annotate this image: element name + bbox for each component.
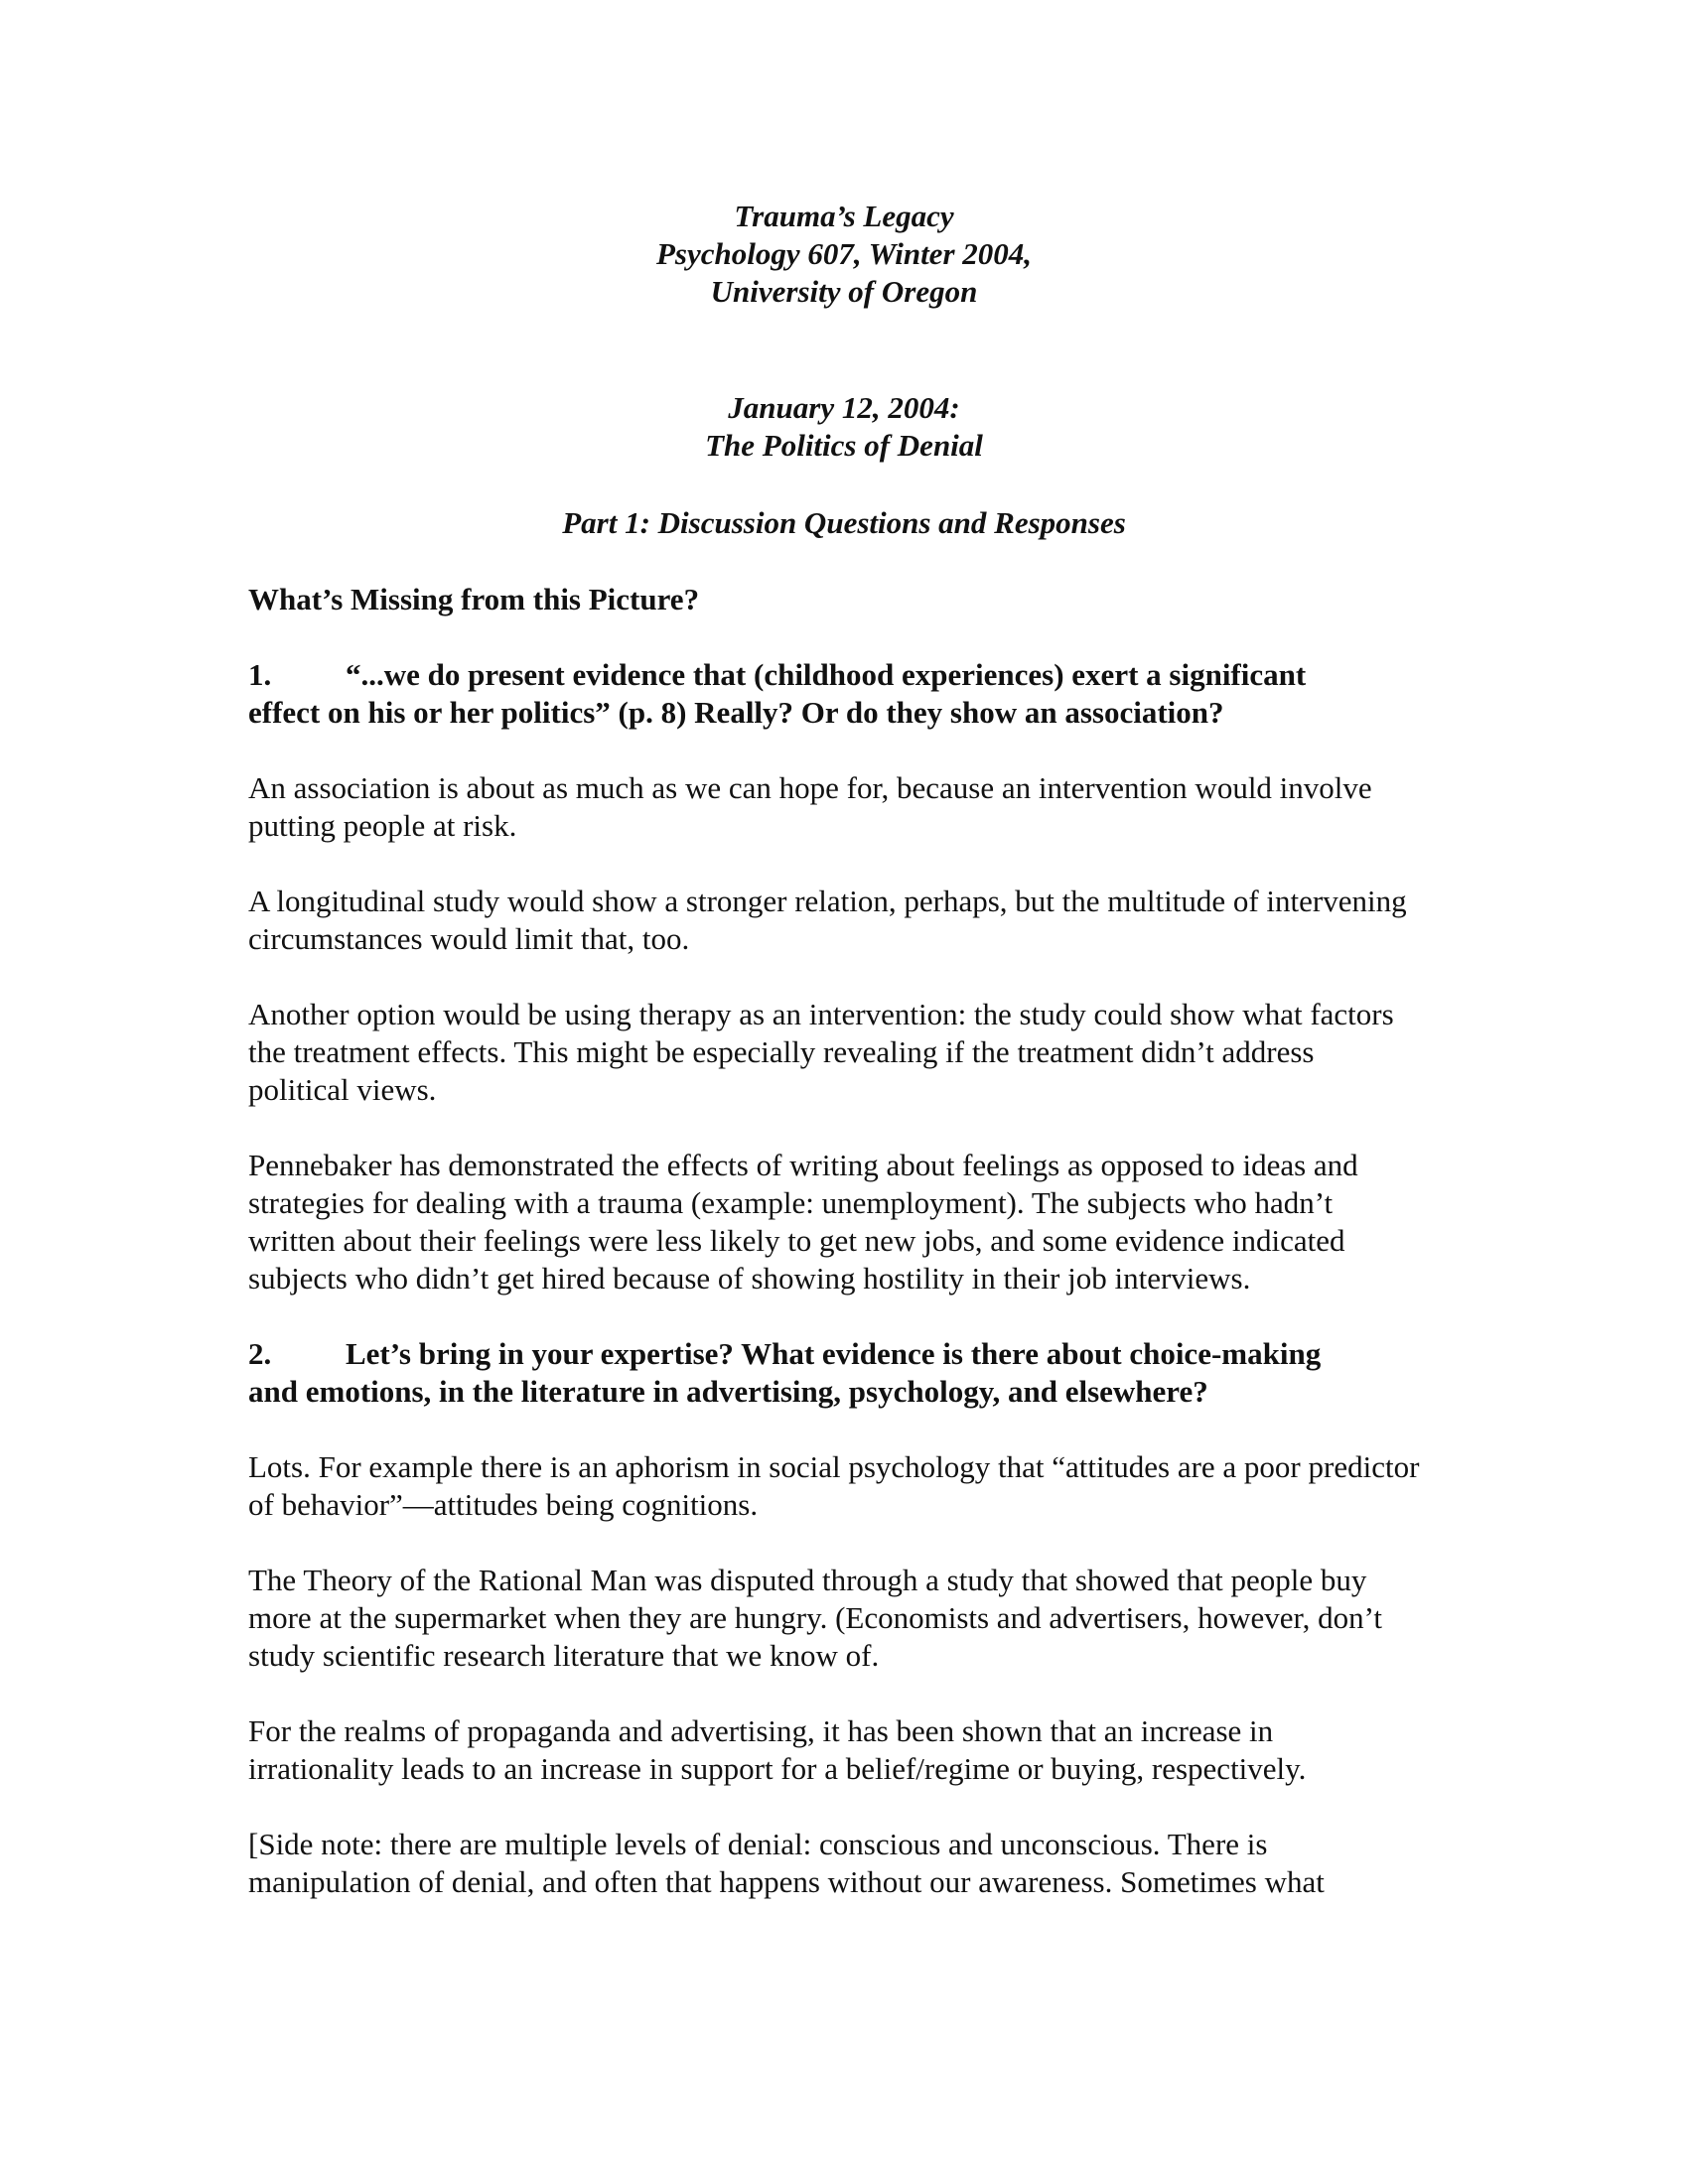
course-header [0,198,1688,311]
question-1 [248,656,1420,732]
document-body [248,581,1420,1901]
question-2-text-line-1: Let’s bring in your expertise? What evidence is there about choice-making [346,1336,1322,1371]
question-1-line-1 [248,656,1420,694]
response-paragraph: Another option would be using therapy as an intervention: the study could show what factors the treatment effects. This might be especially revealing if the treatment didn’t address political views. [248,997,1394,1107]
response-paragraph: Lots. For example there is an aphorism in social psychology that “attitudes are a poor predictor of behavior”—attitudes being cognitions. [248,1449,1420,1522]
institution-name: University of Oregon [710,274,978,309]
question-2-text-line-2: and emotions, in the literature in advertising, psychology, and elsewhere? [248,1374,1208,1409]
course-title: Trauma’s Legacy [734,199,954,233]
question-2 [248,1335,1420,1411]
question-1-text-line-1: “...we do present evidence that (childhood experiences) exert a significant [346,657,1307,692]
question-1-text-line-2: effect on his or her politics” (p. 8) Really? Or do they show an association? [248,695,1224,730]
question-2-line-1 [248,1335,1420,1373]
response-paragraph: Pennebaker has demonstrated the effects of writing about feelings as opposed to ideas and strategies for dealing with a trauma (example: unemployment). The subjects who hadn’t written about their feelings were less likely to get new jobs, and some evidence indicated subjects who didn’t get hired because of showing hostility in their job interviews. [248,1148,1358,1296]
part-title: Part 1: Discussion Questions and Responses [562,505,1126,540]
session-title: The Politics of Denial [705,428,983,463]
response-paragraph: [Side note: there are multiple levels of denial: conscious and unconscious. There is manipulation of denial, and often that happens without our awareness. Sometimes what [248,1827,1325,1899]
question-1-number: 1. [248,657,272,692]
section-heading: What’s Missing from this Picture? [248,582,700,616]
part-header [0,504,1688,542]
response-paragraph: An association is about as much as we can hope for, because an intervention would involve putting people at risk. [248,770,1372,843]
session-date: January 12, 2004: [728,390,960,425]
session-header [0,389,1688,465]
question-2-number: 2. [248,1336,272,1371]
response-paragraph: A longitudinal study would show a stronger relation, perhaps, but the multitude of intervening circumstances would limit that, too. [248,884,1407,956]
course-number: Psychology 607, Winter 2004, [655,236,1033,271]
response-paragraph: For the realms of propaganda and advertising, it has been shown that an increase in irrationality leads to an increase in support for a belief/regime or buying, respectively. [248,1713,1307,1786]
response-paragraph: The Theory of the Rational Man was disputed through a study that showed that people buy more at the supermarket when they are hungry. (Economists and advertisers, however, don’t study scientific research literature that we know of. [248,1563,1382,1673]
